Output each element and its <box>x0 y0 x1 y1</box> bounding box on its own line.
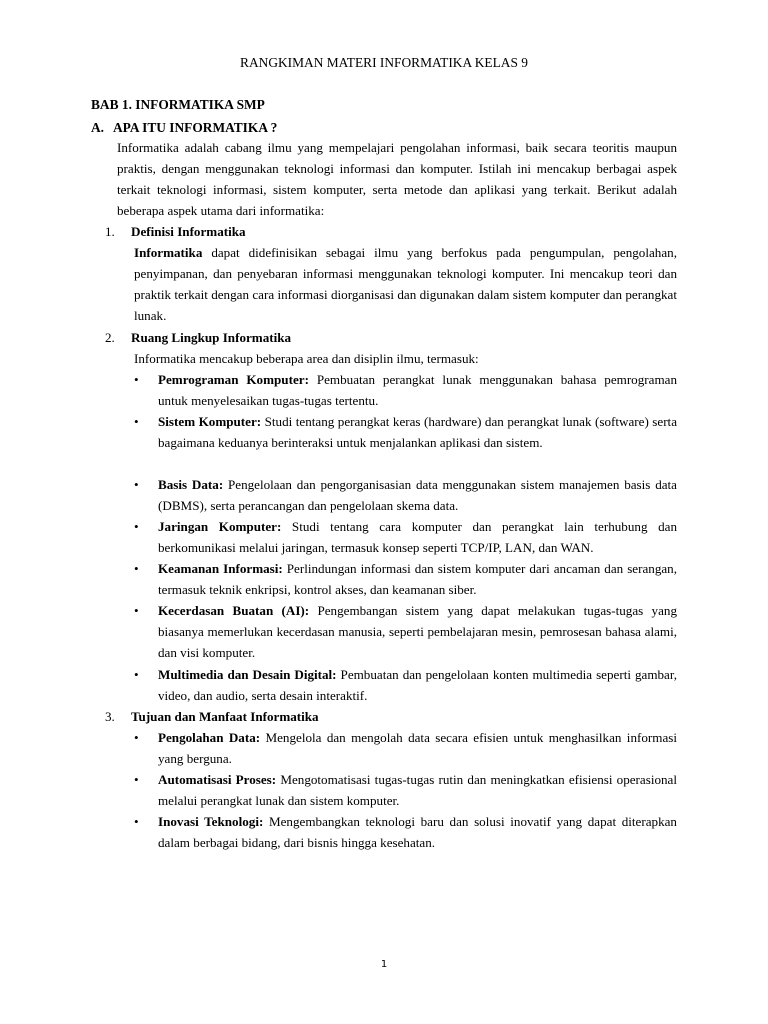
section-1-text: dapat didefinisikan sebagai ilmu yang berfokus pada pengumpulan, pengolahan, penyimpanan, dan penyebaran informasi menggunakan teknologi komputer. Ini mencakup teori dan praktik terkait dengan cara informasi diorganisasi dan digunakan dalam sistem komputer dan perangkat lunak. <box>134 245 677 323</box>
list-item-term: Sistem Komputer: <box>158 414 262 429</box>
list-item-term: Inovasi Teknologi: <box>158 814 264 829</box>
section-a-heading <box>91 119 277 137</box>
section-2-title: Ruang Lingkup Informatika <box>131 330 292 345</box>
section-1-title: Definisi Informatika <box>131 224 246 239</box>
list-item-desc: Pembuatan dan pengelolaan konten multimedia seperti gambar, video, dan audio, serta desain interaktif. <box>158 667 677 703</box>
list-item-desc: Studi tentang perangkat keras (hardware) dan perangkat lunak (software) serta bagaimana keduanya berinteraksi untuk menjalankan aplikasi dan sistem. <box>158 414 678 450</box>
bullet-icon: • <box>134 414 139 429</box>
bullet-icon: • <box>134 814 139 829</box>
list-item-term: Multimedia dan Desain Digital: <box>158 667 337 682</box>
bullet-icon: • <box>134 730 139 745</box>
list-item-term: Kecerdasan Buatan (AI): <box>158 603 310 618</box>
section-a-title: APA ITU INFORMATIKA ? <box>113 120 278 135</box>
list-item-term: Automatisasi Proses: <box>158 772 277 787</box>
section-2-intro: Informatika mencakup beberapa area dan disiplin ilmu, termasuk: <box>134 351 479 366</box>
section-3-number: 3. <box>105 709 115 724</box>
section-a-intro: Informatika adalah cabang ilmu yang mempelajari pengolahan informasi, baik secara teoritis maupun praktis, dengan menggunakan teknologi informasi dan komputer. Istilah ini mencakup berbagai aspek terkait teknologi informasi, sistem komputer, serta metode dan aplikasi yang terkait. Berikut adalah beberapa aspek utama dari informatika: <box>117 140 677 218</box>
list-item-term: Pemrograman Komputer: <box>158 372 309 387</box>
document-title: RANGKIMAN MATERI INFORMATIKA KELAS 9 <box>240 55 528 70</box>
bullet-icon: • <box>134 667 139 682</box>
bullet-icon: • <box>134 477 139 492</box>
bullet-icon: • <box>134 603 139 618</box>
section-1-lead-term: Informatika <box>134 245 203 260</box>
list-item-desc: Mengelola dan mengolah data secara efisien untuk menghasilkan informasi yang berguna. <box>158 730 677 766</box>
list-item-desc: Studi tentang cara komputer dan perangkat lain terhubung dan berkomunikasi melalui jaringan, termasuk konsep seperti TCP/IP, LAN, dan WAN. <box>158 519 677 555</box>
section-a-label: A. <box>91 120 105 135</box>
list-item-term: Basis Data: <box>158 477 224 492</box>
bullet-icon: • <box>134 772 139 787</box>
list-item-desc: Pengelolaan dan pengorganisasian data menggunakan sistem manajemen basis data (DBMS), serta perancangan dan pengelolaan skema data. <box>158 477 677 513</box>
chapter-heading: BAB 1. INFORMATIKA SMP <box>91 97 265 112</box>
section-1-paragraph <box>134 242 677 326</box>
bullet-icon: • <box>134 372 139 387</box>
bullet-icon: • <box>134 561 139 576</box>
list-item-desc: Perlindungan informasi dan sistem komputer dari ancaman dan serangan, termasuk teknik enkripsi, kontrol akses, dan keamanan siber. <box>158 561 677 597</box>
bullet-icon: • <box>134 519 139 534</box>
section-3-title: Tujuan dan Manfaat Informatika <box>131 709 319 724</box>
list-item-desc: Mengotomatisasi tugas-tugas rutin dan meningkatkan efisiensi operasional melalui perangkat lunak dan sistem komputer. <box>158 772 678 808</box>
list-item-term: Keamanan Informasi: <box>158 561 283 576</box>
list-item-desc: Pembuatan perangkat lunak menggunakan bahasa pemrograman untuk menyelesaikan tugas-tugas tertentu. <box>158 372 677 408</box>
list-item-desc: Pengembangan sistem yang dapat melakukan tugas-tugas yang biasanya memerlukan kecerdasan manusia, seperti pembelajaran mesin, pemrosesan bahasa alami, dan visi komputer. <box>158 603 677 660</box>
list-item-term: Jaringan Komputer: <box>158 519 282 534</box>
list-item-desc: Mengembangkan teknologi baru dan solusi inovatif yang dapat diterapkan dalam berbagai bidang, dari bisnis hingga kesehatan. <box>158 814 677 850</box>
list-item-term: Pengolahan Data: <box>158 730 261 745</box>
section-1-number: 1. <box>105 224 115 239</box>
section-2-number: 2. <box>105 330 115 345</box>
page-number: 1 <box>380 959 388 970</box>
